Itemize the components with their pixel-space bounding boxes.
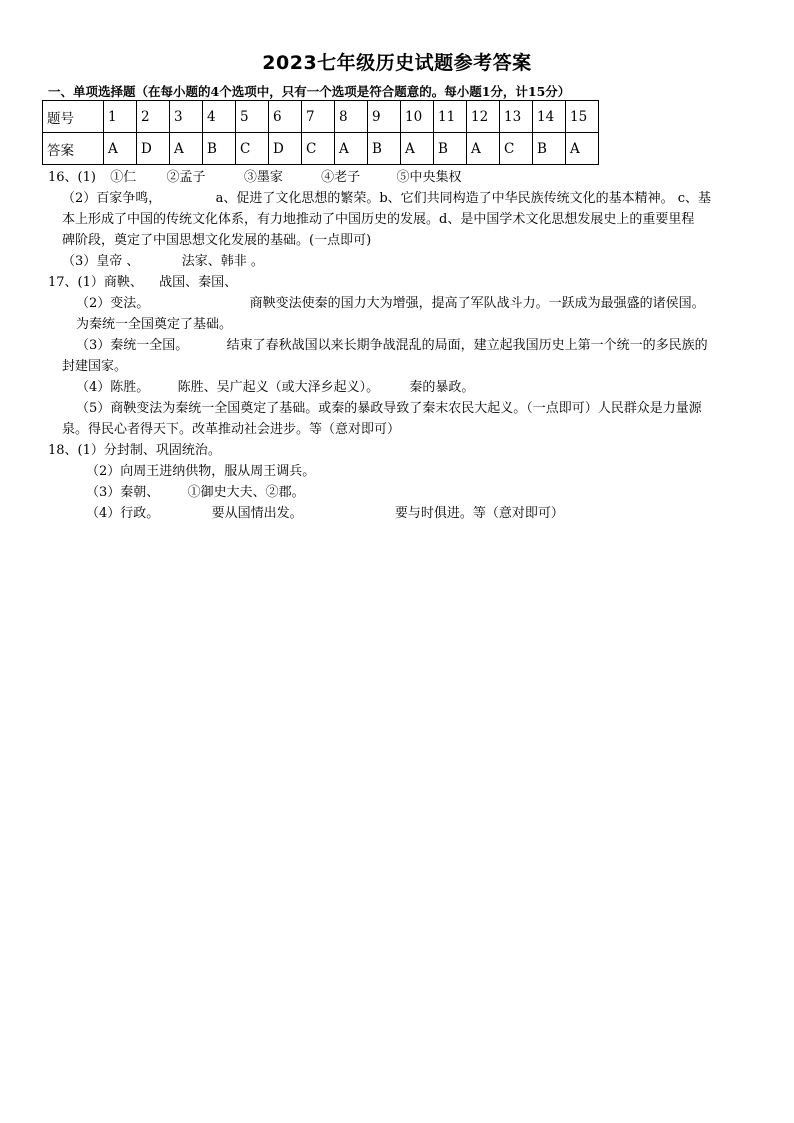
q18-line-2: （2）向周王进纳供物，服从周王调兵。 bbox=[86, 464, 316, 479]
q17-part3-label: （3）秦统一全国。 bbox=[76, 338, 189, 353]
answer-cell: A bbox=[335, 133, 368, 165]
q18-part4-c: 要与时俱进。等（意对即可） bbox=[394, 506, 564, 521]
answer-cell: B bbox=[368, 133, 401, 165]
q16-line-5 bbox=[62, 251, 264, 272]
answer-cell: D bbox=[269, 133, 302, 165]
q16-answer-4: ④老子 bbox=[321, 170, 361, 185]
answer-cell: B bbox=[533, 133, 566, 165]
answer-cell: C bbox=[236, 133, 269, 165]
section-heading-multiple-choice: 一、单项选择题（在每小题的4个选项中，只有一个选项是符合题意的。每小题1分，计15分） bbox=[48, 84, 571, 99]
q16-part2-label: （2）百家争鸣， bbox=[62, 191, 162, 206]
q17-line-3: 为秦统一全国奠定了基础。 bbox=[76, 317, 233, 332]
q16-answer-2: ②孟子 bbox=[166, 170, 206, 185]
q16-part3-a: （3）皇帝 、 bbox=[62, 254, 140, 269]
answer-cell: B bbox=[203, 133, 236, 165]
answer-cell: A bbox=[401, 133, 434, 165]
q16-answer-5: ⑤中央集权 bbox=[396, 170, 462, 185]
answer-cell: A bbox=[566, 133, 599, 165]
answer-cell: A bbox=[104, 133, 137, 165]
question-number-cell: 3 bbox=[170, 101, 203, 133]
q16-line-3: 本上形成了中国的传统文化体系，有力地推动了中国历史的发展。d、是中国学术文化思想发展史上的重要里程 bbox=[62, 212, 695, 227]
q16-line-1 bbox=[48, 167, 461, 188]
question-number-cell: 2 bbox=[137, 101, 170, 133]
q18-line-3 bbox=[86, 482, 305, 503]
q17-part4-b: 陈胜、吴广起义（或大泽乡起义）。 bbox=[177, 380, 380, 395]
q18-line-4 bbox=[86, 503, 564, 524]
answer-cell: A bbox=[170, 133, 203, 165]
question-number-cell: 7 bbox=[302, 101, 335, 133]
answer-row bbox=[43, 133, 599, 165]
q16-part2-text: a、促进了文化思想的繁荣。b、它们共同构造了中华民族传统文化的基本精神。 c、基 bbox=[215, 191, 712, 206]
row-label-question-number: 题号 bbox=[43, 101, 104, 133]
answer-cell: D bbox=[137, 133, 170, 165]
answer-cell: B bbox=[434, 133, 467, 165]
q17-line-7: （5）商鞅变法为秦统一全国奠定了基础。或秦的暴政导致了秦末农民大起义。（一点即可）人民群众是力量源 bbox=[76, 401, 702, 416]
q17-line-5: 封建国家。 bbox=[62, 359, 128, 374]
question-number-cell: 1 bbox=[104, 101, 137, 133]
question-number-row bbox=[43, 101, 599, 133]
answer-cell: A bbox=[467, 133, 500, 165]
question-number-cell: 13 bbox=[500, 101, 533, 133]
q18-part3-b: ①御史大夫、②郡。 bbox=[187, 485, 305, 500]
question-number-cell: 5 bbox=[236, 101, 269, 133]
q18-part4-a: （4）行政。 bbox=[86, 506, 160, 521]
row-label-answer: 答案 bbox=[43, 133, 104, 165]
multiple-choice-answer-table bbox=[42, 100, 599, 165]
q17-part4-c: 秦的暴政。 bbox=[409, 380, 475, 395]
q17-part3-text: 结束了春秋战国以来长期争战混乱的局面，建立起我国历史上第一个统一的多民族的 bbox=[226, 338, 708, 353]
q18-line-1: 18、(1）分封制、巩固统治。 bbox=[48, 443, 221, 458]
q17-line-1 bbox=[48, 272, 237, 293]
page-title: 2023七年级历史试题参考答案 bbox=[262, 52, 532, 74]
q16-part3-b: 法家、韩非 。 bbox=[181, 254, 264, 269]
q16-line-4: 碑阶段，奠定了中国思想文化发展的基础。(一点即可) bbox=[62, 233, 372, 248]
q18-part3-a: （3）秦朝、 bbox=[86, 485, 160, 500]
q17-part2-label: （2）变法。 bbox=[76, 296, 150, 311]
q17-line-4 bbox=[76, 335, 708, 356]
q16-answer-3: ③墨家 bbox=[243, 170, 283, 185]
q17-part1-b: 战国、秦国、 bbox=[159, 275, 238, 290]
answer-cell: C bbox=[302, 133, 335, 165]
q17-line-6 bbox=[76, 377, 474, 398]
q17-part2-text: 商鞅变法使秦的国力大为增强，提高了军队战斗力。一跃成为最强盛的诸侯国。 bbox=[249, 296, 705, 311]
question-number-cell: 14 bbox=[533, 101, 566, 133]
q17-line-2 bbox=[76, 293, 705, 314]
q18-part4-b: 要从国情出发。 bbox=[211, 506, 303, 521]
q17-part1-a: 17、(1）商鞅、 bbox=[48, 275, 143, 290]
question-number-cell: 6 bbox=[269, 101, 302, 133]
q17-part4-a: （4）陈胜。 bbox=[76, 380, 150, 395]
question-number-cell: 15 bbox=[566, 101, 599, 133]
answer-cell: C bbox=[500, 133, 533, 165]
q16-line-2 bbox=[62, 188, 711, 209]
question-number-cell: 8 bbox=[335, 101, 368, 133]
question-number-cell: 11 bbox=[434, 101, 467, 133]
q16-number: 16、(1) bbox=[48, 170, 96, 185]
question-number-cell: 12 bbox=[467, 101, 500, 133]
question-number-cell: 9 bbox=[368, 101, 401, 133]
question-number-cell: 10 bbox=[401, 101, 434, 133]
q16-answer-1: ①仁 bbox=[110, 170, 137, 185]
q17-line-8: 泉。得民心者得天下。改革推动社会进步。等（意对即可） bbox=[62, 422, 401, 437]
question-number-cell: 4 bbox=[203, 101, 236, 133]
